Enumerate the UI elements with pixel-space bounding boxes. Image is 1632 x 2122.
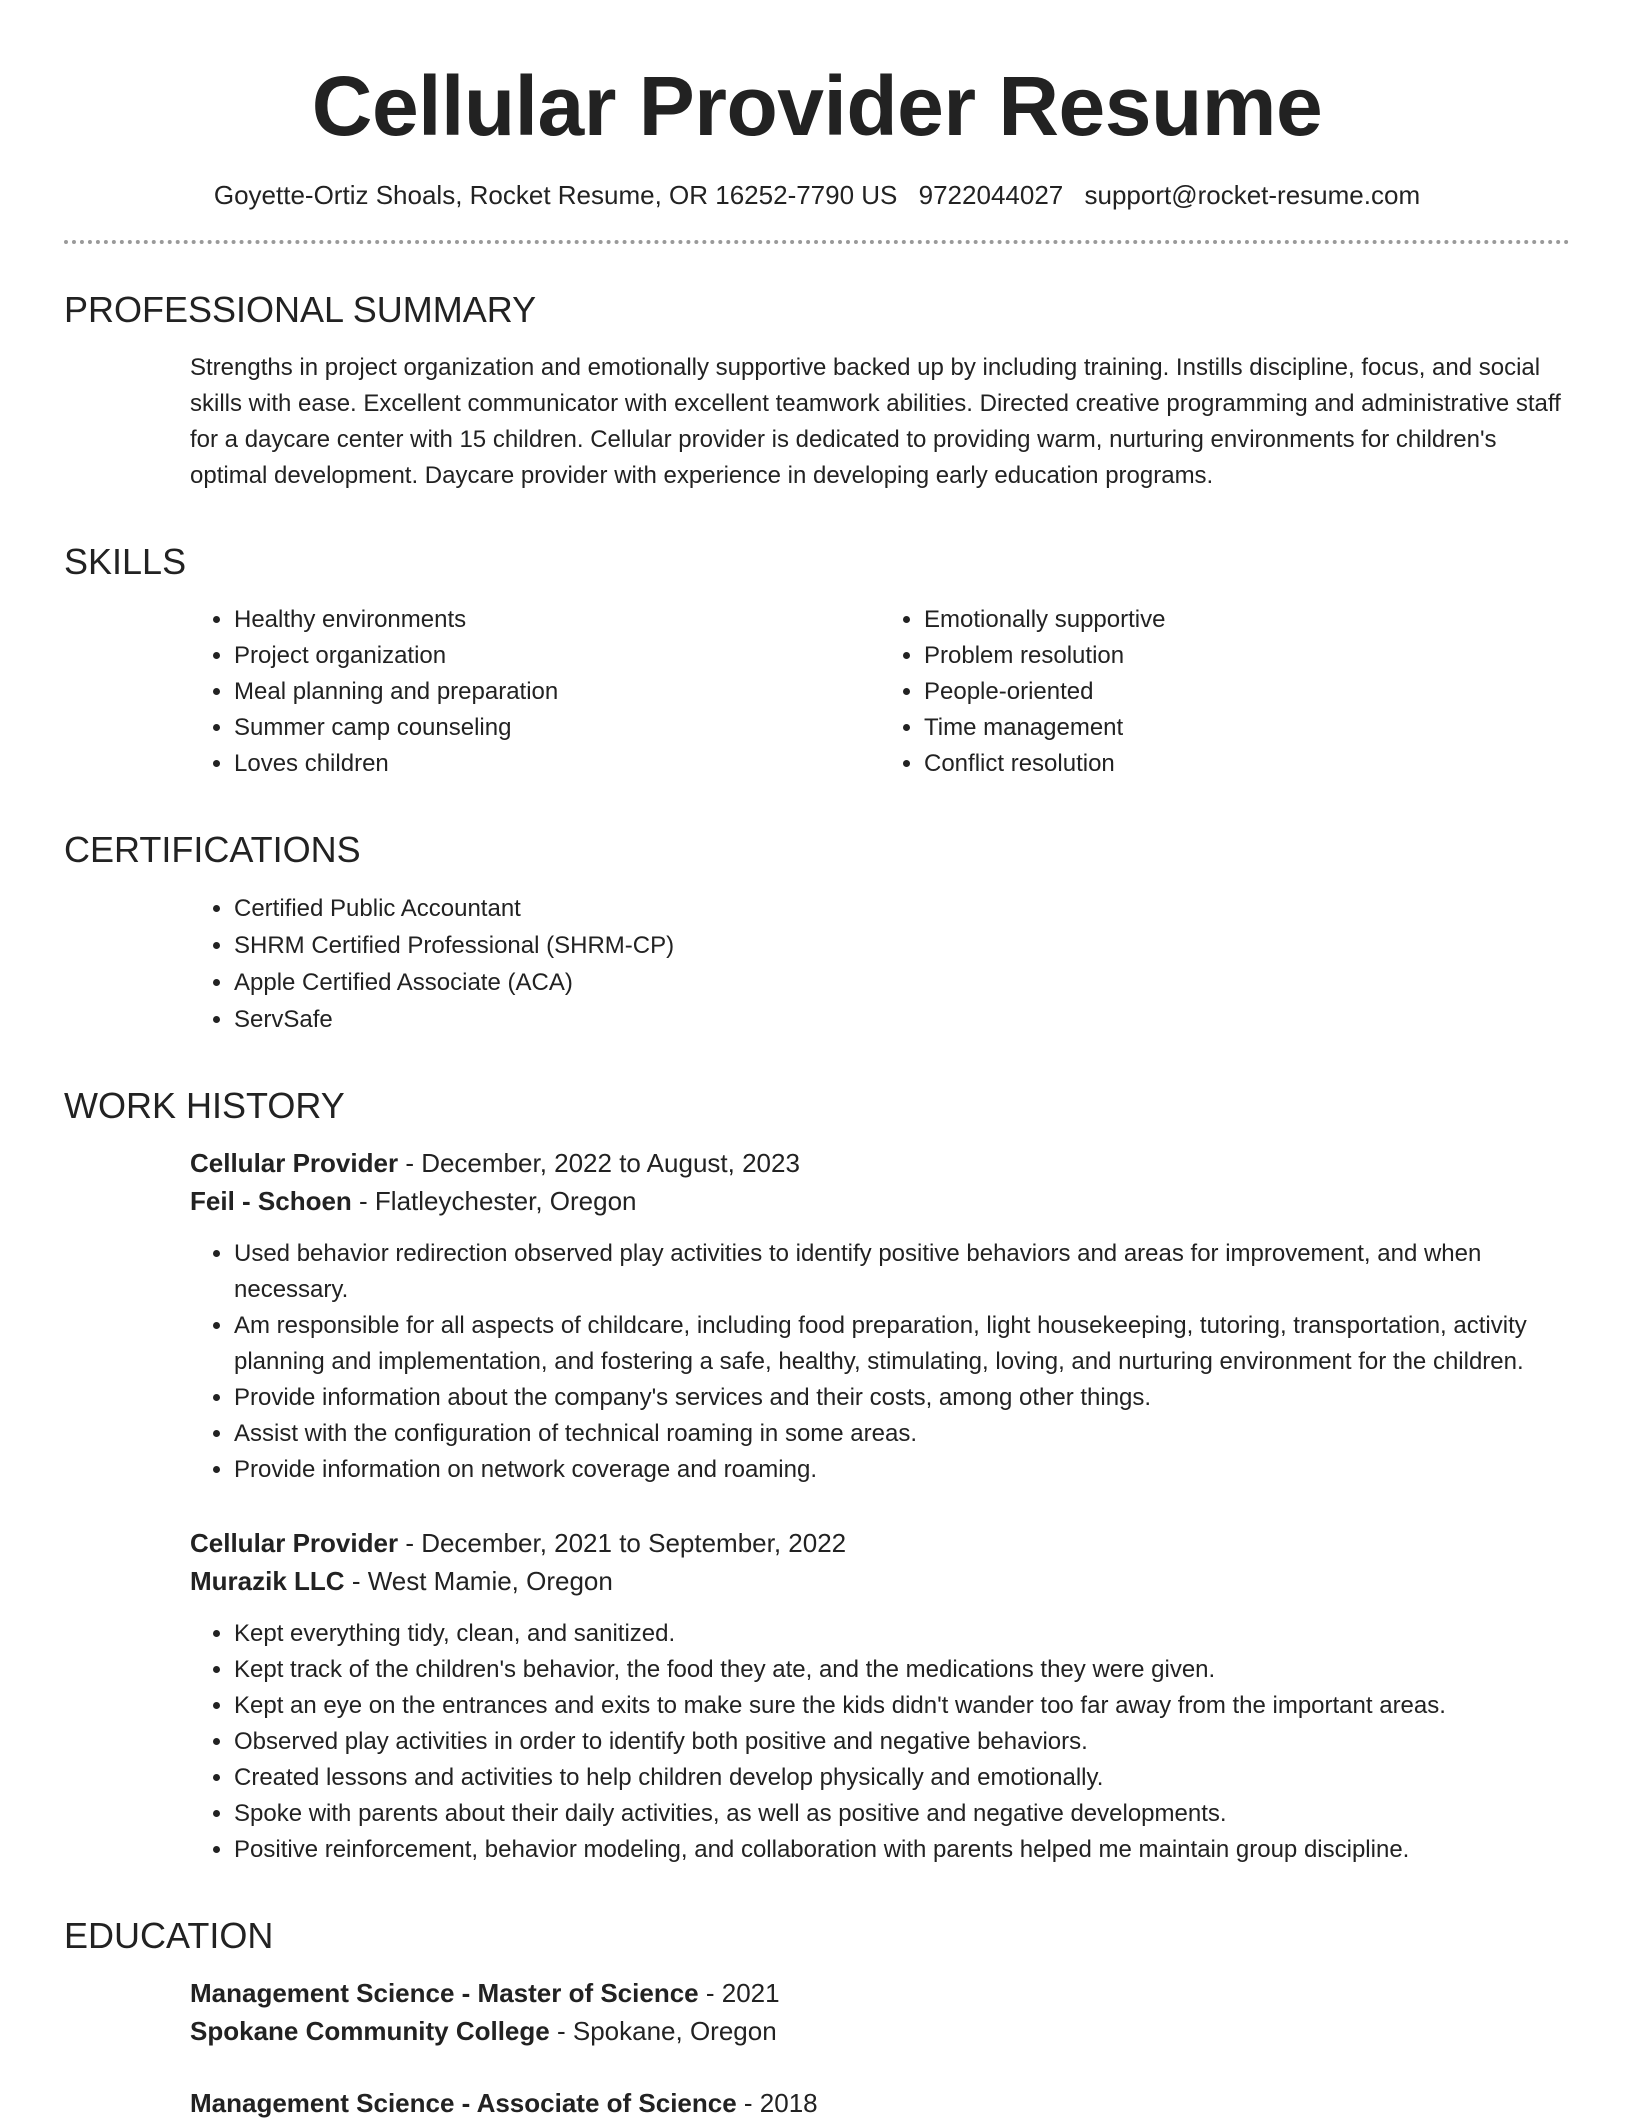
work-history-heading: WORK HISTORY <box>64 1085 345 1126</box>
job-dates: - December, 2021 to September, 2022 <box>405 1528 847 1558</box>
education-school-line <box>190 2012 1570 2050</box>
job-bullet: • Provide information on network coverage and roaming. <box>234 1452 1570 1488</box>
education-heading: EDUCATION <box>64 1915 274 1956</box>
contact-phone[interactable]: 9722044027 <box>918 180 1064 210</box>
job-bullet: • Created lessons and activities to help children develop physically and emotionally. <box>234 1760 1570 1796</box>
contact-info <box>64 178 1570 212</box>
skill-item: • Healthy environments <box>234 602 880 638</box>
education-degree: Management Science - Associate of Science <box>190 2088 737 2118</box>
job-bullets <box>190 1616 1570 1868</box>
job-bullet: • Kept track of the children's behavior, the food they ate, and the medications they were given. <box>234 1652 1570 1688</box>
education-entry <box>190 2084 1570 2122</box>
job-dates: - December, 2022 to August, 2023 <box>405 1148 800 1178</box>
job-title-line <box>190 1524 1570 1562</box>
skill-item: • Time management <box>924 710 1570 746</box>
work-history-section <box>190 1144 1570 1868</box>
job-company: Murazik LLC <box>190 1566 345 1596</box>
education-year: - 2021 <box>705 1978 780 2008</box>
contact-address: Goyette-Ortiz Shoals, Rocket Resume, OR 16252-7790 US <box>213 180 898 210</box>
skills-column-left <box>190 602 880 782</box>
job-location: - West Mamie, Oregon <box>351 1566 613 1596</box>
job-title: Cellular Provider <box>190 1148 399 1178</box>
job-bullet: • Provide information about the company's services and their costs, among other things. <box>234 1380 1570 1416</box>
job-entry <box>190 1524 1570 1868</box>
skill-item: • Meal planning and preparation <box>234 674 880 710</box>
skills-heading: SKILLS <box>64 541 187 582</box>
job-bullet: • Am responsible for all aspects of childcare, including food preparation, light housekeeping, tutoring, transportation, activity planning and implementation, and fostering a safe, healthy, stimulating, loving, and nurturing environment for the children. <box>234 1308 1570 1380</box>
certifications-heading: CERTIFICATIONS <box>64 829 361 870</box>
education-school: Spokane Community College <box>190 2016 550 2046</box>
education-section <box>190 1974 1570 2122</box>
certification-item: • Certified Public Accountant <box>234 890 1570 927</box>
job-bullet: • Positive reinforcement, behavior modeling, and collaboration with parents helped me maintain group discipline. <box>234 1832 1570 1868</box>
skill-item: • Emotionally supportive <box>924 602 1570 638</box>
job-bullet: • Spoke with parents about their daily activities, as well as positive and negative developments. <box>234 1796 1570 1832</box>
education-degree-line <box>190 2084 1570 2122</box>
education-degree: Management Science - Master of Science <box>190 1978 699 2008</box>
education-degree-line <box>190 1974 1570 2012</box>
summary-heading: PROFESSIONAL SUMMARY <box>64 289 537 330</box>
job-bullet: • Kept an eye on the entrances and exits to make sure the kids didn't wander too far away from the important areas. <box>234 1688 1570 1724</box>
skill-item: • Loves children <box>234 746 880 782</box>
certification-item: • ServSafe <box>234 1001 1570 1038</box>
education-year: - 2018 <box>743 2088 818 2118</box>
skills-column-right <box>880 602 1570 782</box>
skill-item: • Conflict resolution <box>924 746 1570 782</box>
job-company-line <box>190 1562 1570 1600</box>
education-entry <box>190 1974 1570 2050</box>
job-entry <box>190 1144 1570 1488</box>
resume-title: Cellular Provider Resume <box>311 59 1323 153</box>
certification-item: • Apple Certified Associate (ACA) <box>234 964 1570 1001</box>
job-title: Cellular Provider <box>190 1528 399 1558</box>
header-divider <box>64 240 1570 244</box>
contact-email[interactable]: support@rocket-resume.com <box>1084 180 1421 210</box>
certifications-list <box>190 890 1570 1038</box>
skill-item: • Project organization <box>234 638 880 674</box>
education-location: - Spokane, Oregon <box>556 2016 777 2046</box>
certifications-section <box>190 890 1570 1038</box>
skill-item: • Summer camp counseling <box>234 710 880 746</box>
skills-list <box>190 602 1570 782</box>
job-bullet: • Assist with the configuration of technical roaming in some areas. <box>234 1416 1570 1452</box>
job-bullets <box>190 1236 1570 1488</box>
job-title-line <box>190 1144 1570 1182</box>
skill-item: • People-oriented <box>924 674 1570 710</box>
summary-text: Strengths in project organization and emotionally supportive backed up by including training. Instills discipline, focus, and social skills with ease. Excellent communicator with excellent teamwork abilities. Directed creative programming and administrative staff for a daycare center with 15 children. Cellular provider is dedicated to providing warm, nurturing environments for children's optimal development. Daycare provider with experience in developing early education programs. <box>190 354 1561 489</box>
resume-page <box>64 0 1570 2122</box>
job-company: Feil - Schoen <box>190 1186 352 1216</box>
job-bullet: • Used behavior redirection observed play activities to identify positive behaviors and areas for improvement, and when necessary. <box>234 1236 1570 1308</box>
skill-item: • Problem resolution <box>924 638 1570 674</box>
certification-item: • SHRM Certified Professional (SHRM-CP) <box>234 927 1570 964</box>
job-bullet: • Kept everything tidy, clean, and sanitized. <box>234 1616 1570 1652</box>
job-bullet: • Observed play activities in order to identify both positive and negative behaviors. <box>234 1724 1570 1760</box>
job-company-line <box>190 1182 1570 1220</box>
job-location: - Flatleychester, Oregon <box>359 1186 637 1216</box>
